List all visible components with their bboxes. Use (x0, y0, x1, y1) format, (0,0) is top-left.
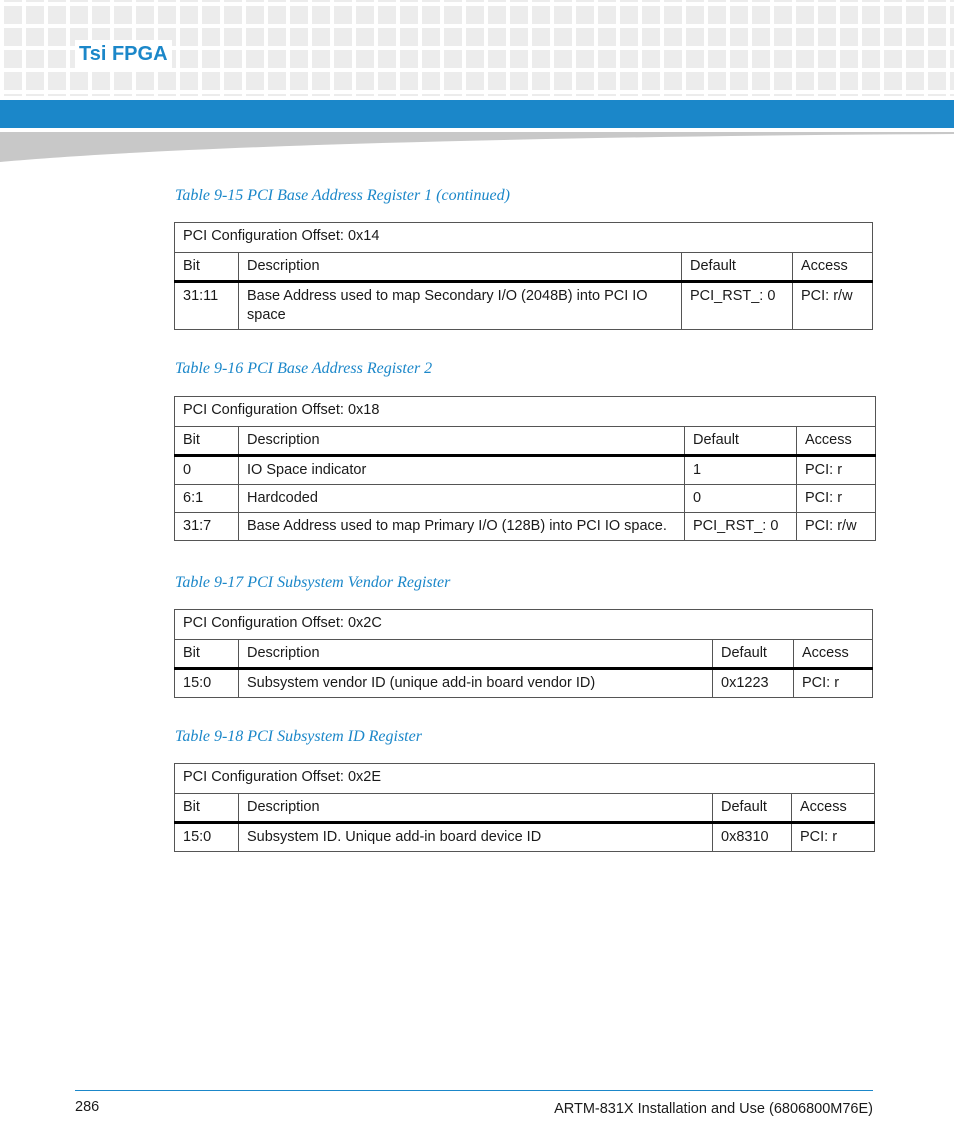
cell-description: Base Address used to map Primary I/O (128B) into PCI IO space. (239, 513, 685, 541)
document-title: ARTM-831X Installation and Use (6806800M76E) (554, 1101, 873, 1117)
cell-default: PCI_RST_: 0 (685, 513, 797, 541)
table-row (175, 669, 873, 698)
column-header-bit: Bit (175, 427, 239, 456)
cell-bit: 6:1 (175, 485, 239, 513)
header-swoosh (0, 132, 954, 164)
column-header-default: Default (682, 253, 793, 282)
page-number: 286 (75, 1099, 100, 1115)
offset-cell: PCI Configuration Offset: 0x14 (175, 223, 873, 253)
cell-access: PCI: r (794, 669, 873, 698)
table-9-15 (174, 222, 873, 330)
cell-default: 0x8310 (713, 823, 792, 852)
offset-cell: PCI Configuration Offset: 0x2C (175, 610, 873, 640)
column-header-description: Description (239, 253, 682, 282)
cell-description: Subsystem vendor ID (unique add-in board vendor ID) (239, 669, 713, 698)
cell-default: 0x1223 (713, 669, 794, 698)
table-9-17 (174, 609, 873, 698)
column-header-description: Description (239, 794, 713, 823)
column-header-description: Description (239, 640, 713, 669)
table-row (175, 485, 876, 513)
cell-default: 1 (685, 456, 797, 485)
column-header-access: Access (794, 640, 873, 669)
column-header-access: Access (793, 253, 873, 282)
column-header-description: Description (239, 427, 685, 456)
column-header-default: Default (685, 427, 797, 456)
cell-access: PCI: r (797, 485, 876, 513)
cell-bit: 15:0 (175, 823, 239, 852)
table-caption-9-16: Table 9-16 PCI Base Address Register 2 (175, 360, 433, 377)
cell-description: Subsystem ID. Unique add-in board device ID (239, 823, 713, 852)
cell-access: PCI: r/w (797, 513, 876, 541)
footer-rule (75, 1090, 873, 1091)
column-header-access: Access (797, 427, 876, 456)
offset-cell: PCI Configuration Offset: 0x2E (175, 764, 875, 794)
header-band (0, 100, 954, 128)
offset-cell: PCI Configuration Offset: 0x18 (175, 397, 876, 427)
cell-bit: 15:0 (175, 669, 239, 698)
cell-default: 0 (685, 485, 797, 513)
column-header-access: Access (792, 794, 875, 823)
cell-description: Base Address used to map Secondary I/O (2048B) into PCI IO space (239, 282, 682, 330)
cell-description: Hardcoded (239, 485, 685, 513)
column-header-default: Default (713, 794, 792, 823)
cell-bit: 0 (175, 456, 239, 485)
table-row (175, 823, 875, 852)
column-header-default: Default (713, 640, 794, 669)
column-header-bit: Bit (175, 794, 239, 823)
table-9-18 (174, 763, 875, 852)
table-caption-9-15: Table 9-15 PCI Base Address Register 1 (continued) (175, 187, 510, 204)
table-caption-9-17: Table 9-17 PCI Subsystem Vendor Register (175, 574, 451, 591)
chapter-title: Tsi FPGA (75, 40, 172, 68)
cell-bit: 31:7 (175, 513, 239, 541)
cell-access: PCI: r (797, 456, 876, 485)
column-header-bit: Bit (175, 253, 239, 282)
table-row (175, 282, 873, 330)
cell-access: PCI: r (792, 823, 875, 852)
column-header-bit: Bit (175, 640, 239, 669)
table-row (175, 513, 876, 541)
table-row (175, 456, 876, 485)
table-9-16 (174, 396, 876, 541)
cell-bit: 31:11 (175, 282, 239, 330)
cell-description: IO Space indicator (239, 456, 685, 485)
cell-access: PCI: r/w (793, 282, 873, 330)
cell-default: PCI_RST_: 0 (682, 282, 793, 330)
table-caption-9-18: Table 9-18 PCI Subsystem ID Register (175, 728, 422, 745)
